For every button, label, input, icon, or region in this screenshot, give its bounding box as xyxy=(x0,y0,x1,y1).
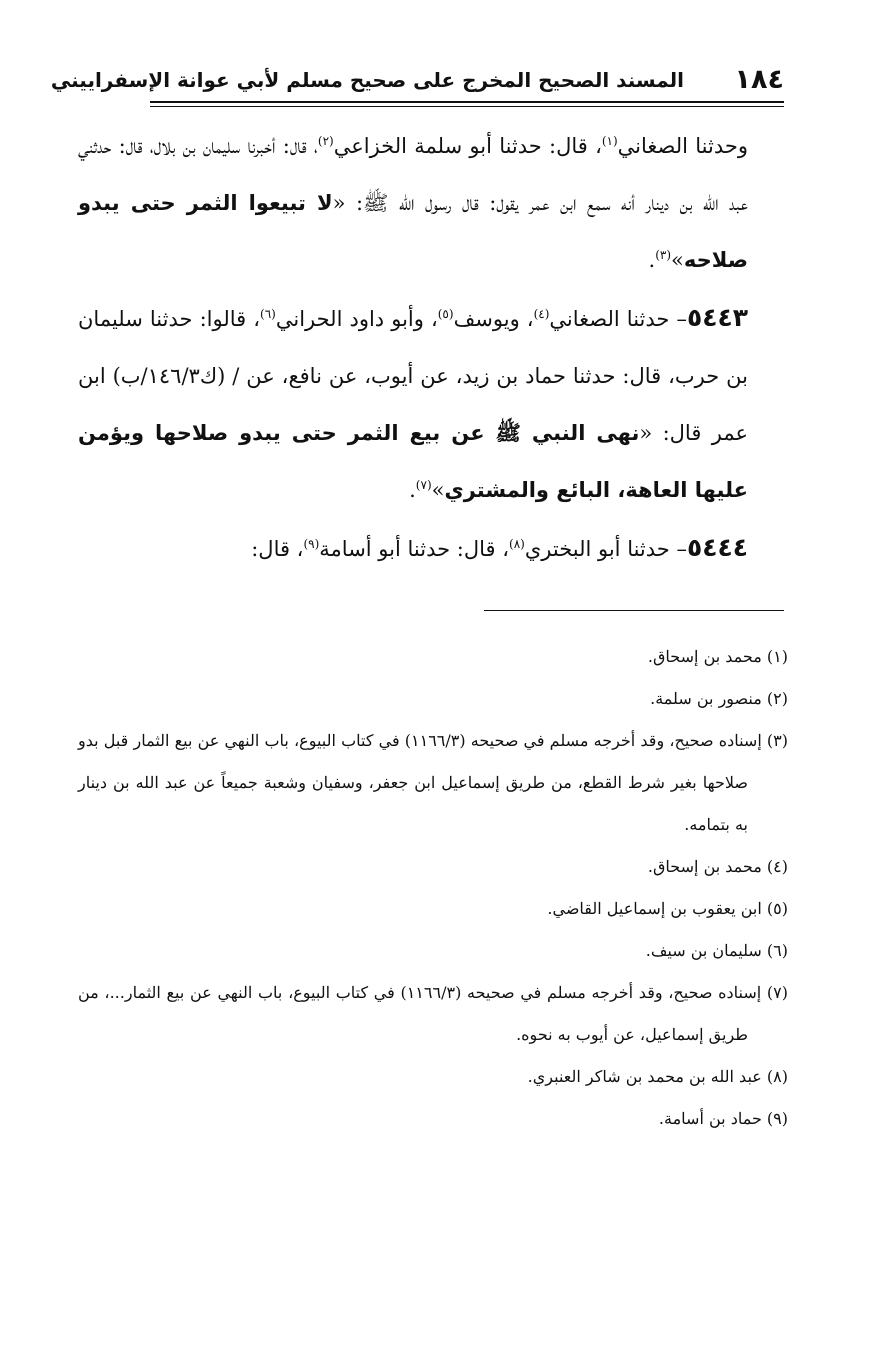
footnote-ref: (٨) xyxy=(509,537,525,551)
text-segment: – حدثنا أبو البختري xyxy=(524,537,687,561)
book-title: المسند الصحيح المخرج على صحيح مسلم لأبي عوانة الإسفراييني xyxy=(50,68,684,92)
footnote: (٩) حماد بن أسامة. xyxy=(658,1109,788,1128)
hadith-paragraph xyxy=(78,519,784,578)
footnote: (٧) إسناده صحيح، وقد أخرجه مسلم في صحيحه (١١٦٦/٣) في كتاب البيوع، باب النهي عن بيع الثمار...، من طريق إسماعيل، عن أيوب به نحوه. xyxy=(78,983,789,1044)
text-segment: ، قال: حدثنا أبو أسامة xyxy=(319,537,509,561)
text-segment: » xyxy=(671,248,684,272)
footnote-ref: (٧) xyxy=(415,478,432,492)
footnote-ref: (٢) xyxy=(317,134,334,148)
text-segment: . xyxy=(409,478,416,502)
footnote: (٢) منصور بن سلمة. xyxy=(650,689,788,708)
footnote-ref: (٣) xyxy=(655,248,672,262)
hadith-number: ٥٤٤٣ xyxy=(686,303,748,332)
paragraph-continuation xyxy=(78,118,784,289)
text-segment: ، قال: أخبرنا سليمان بن بلال، قال: حدثني عبد الله بن دينار أنه سمع ابن عمر يقول: قال رسول الله ﷺ: « xyxy=(78,134,748,215)
footnote: (٣) إسناده صحيح، وقد أخرجه مسلم في صحيحه (١١٦٦/٣) في كتاب البيوع، باب النهي عن بيع الثمار قبل بدو صلاحها بغير شرط القطع، من طريق إسماعيل ابن جعفر، وسفيان وشعبة جميعاً عن عبد الله بن دينار به بتمامه. xyxy=(78,731,788,834)
page-number: ١٨٤ xyxy=(734,64,784,95)
text-segment: ، وأبو داود الحراني xyxy=(275,307,438,331)
footnote-ref: (٩) xyxy=(303,537,320,551)
footnote: (٨) عبد الله بن محمد بن شاكر العنبري. xyxy=(527,1067,788,1086)
header-divider-thick xyxy=(150,101,784,103)
text-segment: ، قال: حدثنا أبو سلمة الخزاعي xyxy=(333,134,602,158)
footnote: (٥) ابن يعقوب بن إسماعيل القاضي. xyxy=(547,899,788,918)
footnote-ref: (١) xyxy=(601,134,618,148)
text-segment: ، قال: xyxy=(251,537,304,561)
text-segment: ، ويوسف xyxy=(453,307,534,331)
hadith-number: ٥٤٤٤ xyxy=(686,533,748,562)
text-segment: – حدثنا الصغاني xyxy=(549,307,687,331)
footnote-ref: (٦) xyxy=(260,307,276,321)
hadith-matn: لا تبيعوا الثمر حتى يبدو صلاحه xyxy=(78,191,748,272)
footnote-ref: (٤) xyxy=(533,307,550,321)
text-segment: وحدثنا الصغاني xyxy=(617,134,748,158)
text-segment: ، قالوا: حدثنا سليمان بن حرب، قال: حدثنا حماد بن زيد، عن أيوب، عن نافع، عن / (ك١٤٦/٣/ب) ابن عمر قال: « xyxy=(78,307,748,445)
page-header xyxy=(50,62,784,104)
hadith-paragraph xyxy=(78,289,784,519)
footnotes xyxy=(78,636,788,1140)
footnote: (٦) سليمان بن سيف. xyxy=(645,941,788,960)
text-segment: . xyxy=(648,248,656,272)
main-text xyxy=(78,118,784,578)
footnote: (١) محمد بن إسحاق. xyxy=(647,647,788,666)
text-segment: » xyxy=(431,478,445,502)
hadith-matn: نهى النبي ﷺ عن بيع الثمر حتى يبدو صلاحها ويؤمن عليها العاهة، البائع والمشتري xyxy=(78,421,748,502)
footnote: (٤) محمد بن إسحاق. xyxy=(647,857,788,876)
footnote-ref: (٥) xyxy=(437,307,454,321)
header-divider-thin xyxy=(150,106,784,107)
footnote-separator xyxy=(484,610,784,611)
